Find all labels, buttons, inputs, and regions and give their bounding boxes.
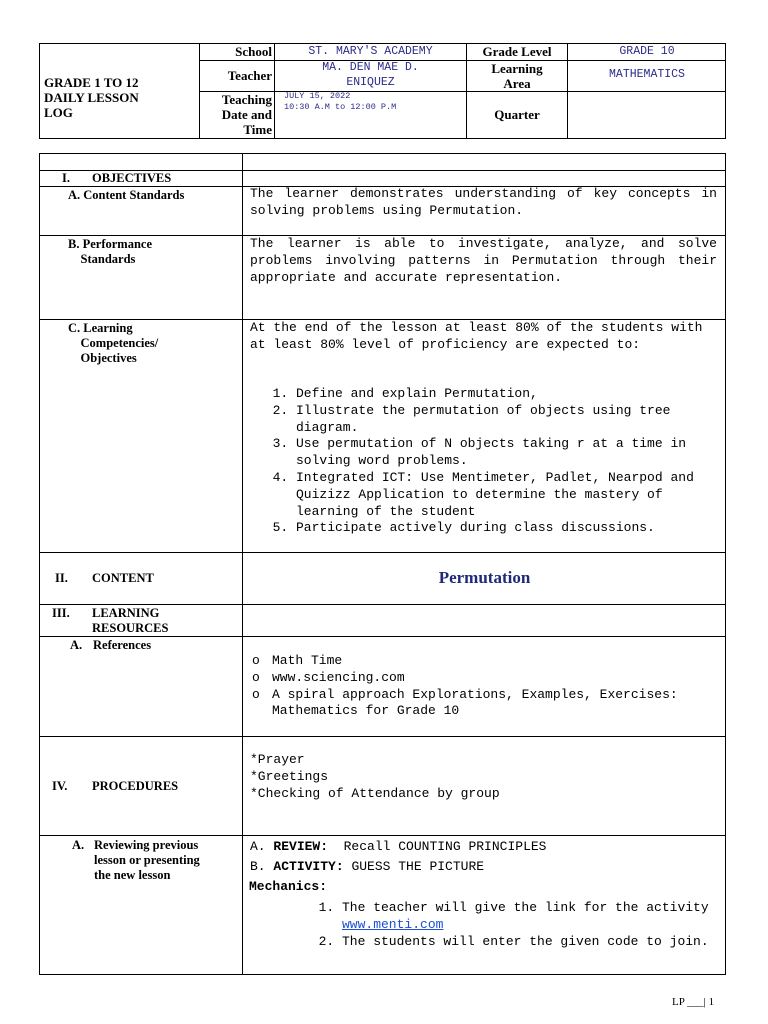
bullet: o (252, 653, 260, 668)
divider (242, 153, 243, 975)
grade-label: Grade Level (482, 44, 552, 59)
reference-text: Math Time (272, 653, 343, 668)
mechanics-label: Mechanics: (249, 879, 328, 894)
bullet: o (252, 686, 260, 702)
review-num: A. (72, 838, 85, 852)
performance-standards-text: The learner is able to investigate, analyze, and solve problems involving patterns in Permutation through their appropriate and accurate representation. (250, 236, 717, 285)
content-standards-label: A. Content Standards (68, 188, 185, 202)
school-value: ST. MARY'S ACADEMY (308, 45, 433, 58)
bullet: o (252, 669, 260, 685)
list-item (252, 653, 717, 670)
mechanics-list (342, 900, 712, 950)
review-label: Reviewing previous lesson or presenting the new lesson (94, 838, 200, 882)
references-list (252, 653, 717, 720)
objectives-heading: OBJECTIVES (92, 171, 172, 185)
teacher-label: Teacher (227, 68, 272, 83)
divider (39, 835, 726, 836)
log-title: GRADE 1 TO 12 DAILY LESSON LOG (44, 75, 139, 120)
procedures-list (250, 752, 715, 802)
divider (39, 604, 726, 605)
list-item: 2. Illustrate the permutation of objects using tree diagram. (296, 403, 721, 437)
divider (39, 552, 726, 553)
list-item (252, 687, 717, 721)
content-num: II. (55, 571, 68, 585)
area-label: Learning Area (491, 61, 543, 91)
list-item: 4. Integrated ICT: Use Mentimeter, Padlet, Nearpod and Quizizz Application to determine the mastery of learning of the student (296, 470, 721, 520)
review-line (250, 839, 720, 856)
review-text: Recall COUNTING PRINCIPLES (328, 839, 547, 854)
activity-line (250, 859, 720, 876)
topic-title: Permutation (438, 568, 531, 587)
activity-text: GUESS THE PICTURE (343, 859, 485, 874)
competencies-list (296, 386, 721, 537)
reference-text: www.sciencing.com (272, 669, 405, 685)
divider (39, 736, 726, 737)
references-num: A. (70, 638, 83, 652)
school-label: School (235, 44, 272, 59)
objectives-num: I. (62, 171, 70, 185)
resources-num: III. (52, 606, 70, 620)
list-item: *Prayer (250, 752, 305, 767)
content-heading: CONTENT (92, 571, 154, 585)
teacher-value: MA. DEN MAE D. ENIQUEZ (322, 61, 419, 89)
date-value: JULY 15, 2022 10:30 A.M to 12:00 P.M (284, 91, 397, 112)
competencies-intro: At the end of the lesson at least 80% of the students with at least 80% level of proficiency are expected to: (250, 320, 703, 352)
divider (39, 636, 726, 637)
review-prefix: A. (250, 839, 266, 854)
quarter-label: Quarter (494, 107, 540, 122)
activity-keyword: ACTIVITY: (273, 859, 344, 874)
activity-prefix: B. (250, 859, 266, 874)
procedures-heading: PROCEDURES (92, 779, 179, 793)
grade-value: GRADE 10 (619, 45, 675, 58)
mechanics-step-text: The teacher will give the link for the activity (342, 900, 709, 915)
review-keyword: REVIEW: (273, 839, 329, 854)
list-item: *Greetings (250, 768, 329, 784)
list-item: 5. Participate actively during class discussions. (296, 520, 721, 537)
page-number: LP ___| 1 (672, 996, 715, 1008)
references-label: References (93, 638, 152, 652)
date-label: Teaching Date and Time (221, 92, 272, 137)
list-item: 3. Use permutation of N objects taking r at a time in solving word problems. (296, 436, 721, 470)
reference-text: A spiral approach Explorations, Examples, Exercises: Mathematics for Grade 10 (272, 686, 678, 719)
procedures-num: IV. (52, 779, 68, 793)
performance-standards-label: B. Performance Standards (68, 237, 152, 266)
list-item (342, 900, 712, 934)
list-item: 2. The students will enter the given code to join. (342, 934, 712, 951)
competencies-label: C. Learning Competencies/ Objectives (68, 321, 159, 365)
menti-link[interactable]: www.menti.com (342, 916, 444, 932)
list-item (252, 670, 717, 687)
area-value: MATHEMATICS (609, 68, 685, 81)
content-standards-text: The learner demonstrates understanding of key concepts in solving problems using Permutation. (250, 186, 717, 218)
list-item: 1. Define and explain Permutation, (296, 386, 721, 403)
resources-heading: LEARNING RESOURCES (92, 606, 169, 635)
list-item: *Checking of Attendance by group (250, 785, 500, 801)
